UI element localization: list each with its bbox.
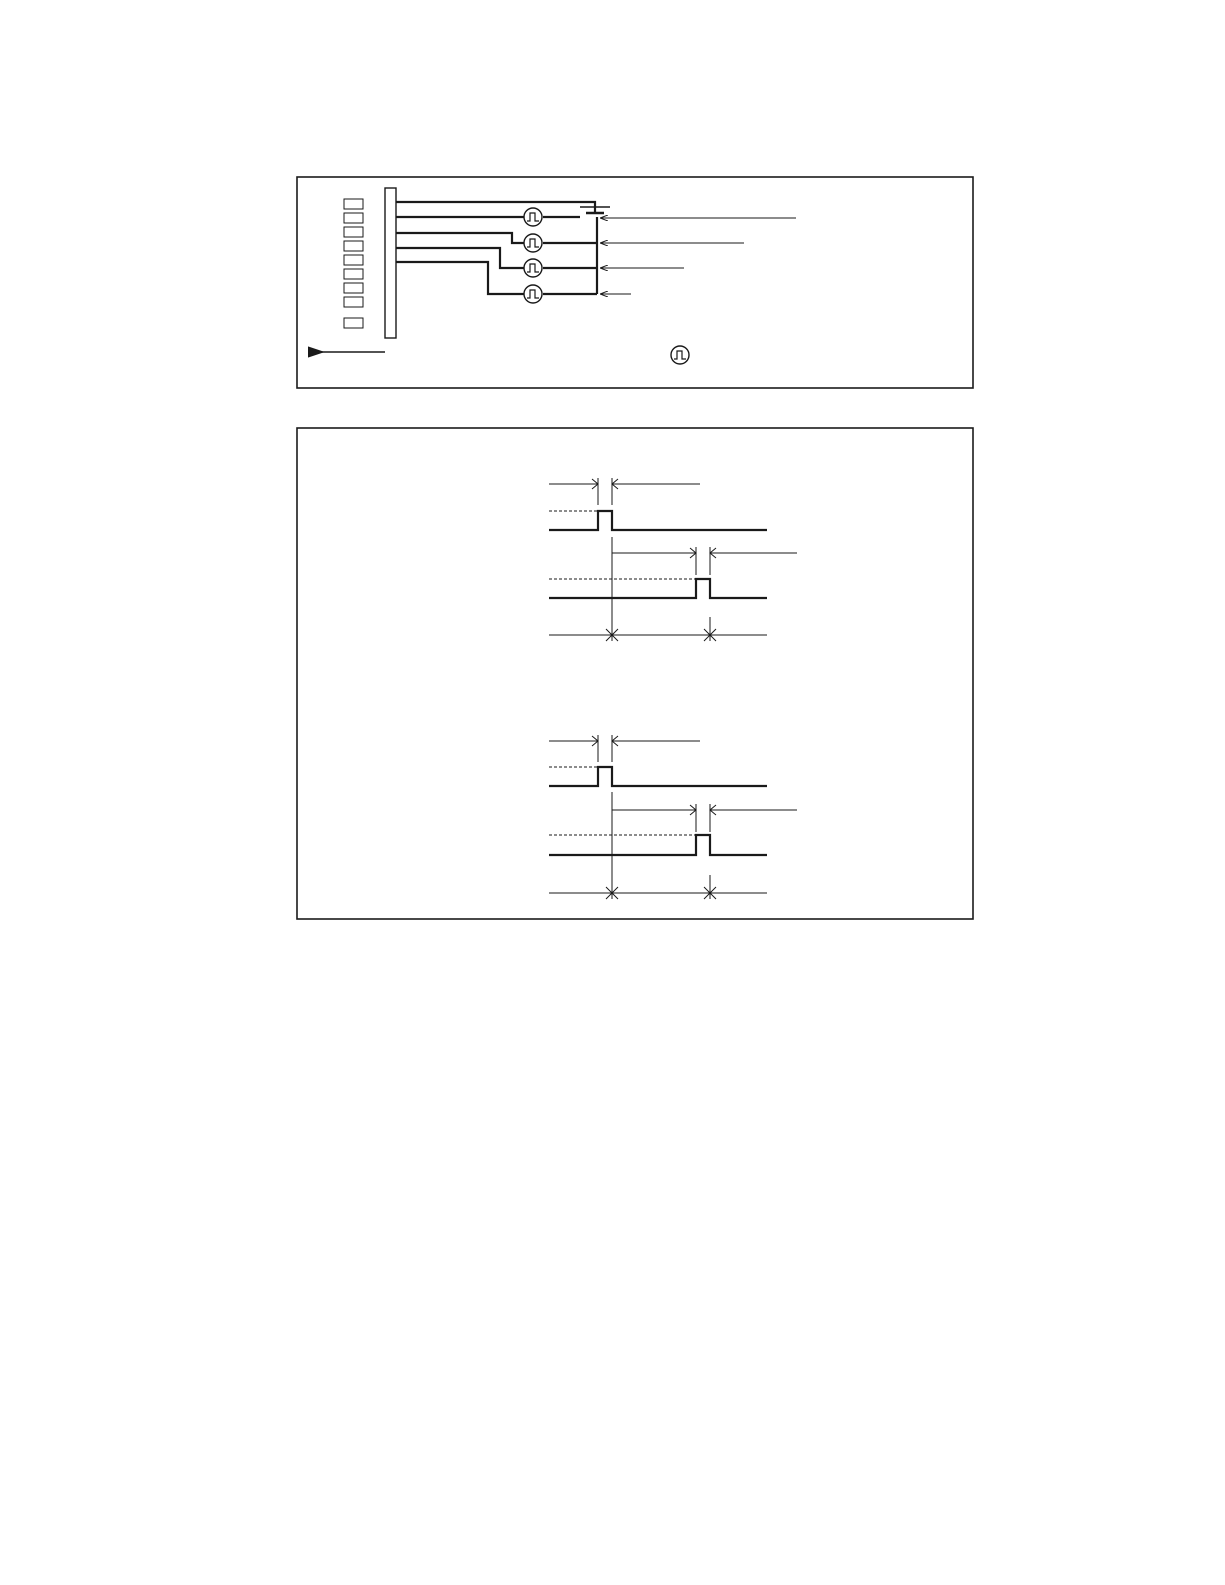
connector-pin xyxy=(344,255,363,265)
pulse-sensor-icon xyxy=(524,285,542,303)
connector-pins xyxy=(344,199,363,328)
signal-a xyxy=(549,511,767,530)
pulse-sensor-icon xyxy=(524,259,542,277)
wiring-panel xyxy=(297,177,973,388)
legend-pulse-sensor-icon xyxy=(671,346,689,364)
connector-pin xyxy=(344,213,363,223)
connector-body xyxy=(385,188,396,338)
wire-4 xyxy=(396,262,524,294)
callout-arrows xyxy=(601,218,796,294)
connector-pin xyxy=(344,297,363,307)
connector-pin xyxy=(344,199,363,209)
wire-3 xyxy=(396,248,524,268)
connector-pin xyxy=(344,227,363,237)
pulse-sensor-icon xyxy=(524,234,542,252)
wiring-panel-frame xyxy=(297,177,973,388)
wire-ground xyxy=(396,202,595,212)
signal-b xyxy=(549,835,767,855)
connector-pin xyxy=(344,241,363,251)
timing-group-1 xyxy=(549,478,797,641)
connector xyxy=(344,188,396,338)
connector-pin xyxy=(344,269,363,279)
wire-2 xyxy=(396,233,524,243)
signal-b xyxy=(549,579,767,598)
signal-a xyxy=(549,767,767,786)
wires xyxy=(396,202,597,294)
connector-pin xyxy=(344,283,363,293)
timing-panel-frame xyxy=(297,428,973,919)
connector-pin xyxy=(344,318,363,328)
timing-group-2 xyxy=(549,735,797,899)
timing-panel xyxy=(297,428,973,919)
pulse-sensor-icon xyxy=(524,208,542,226)
